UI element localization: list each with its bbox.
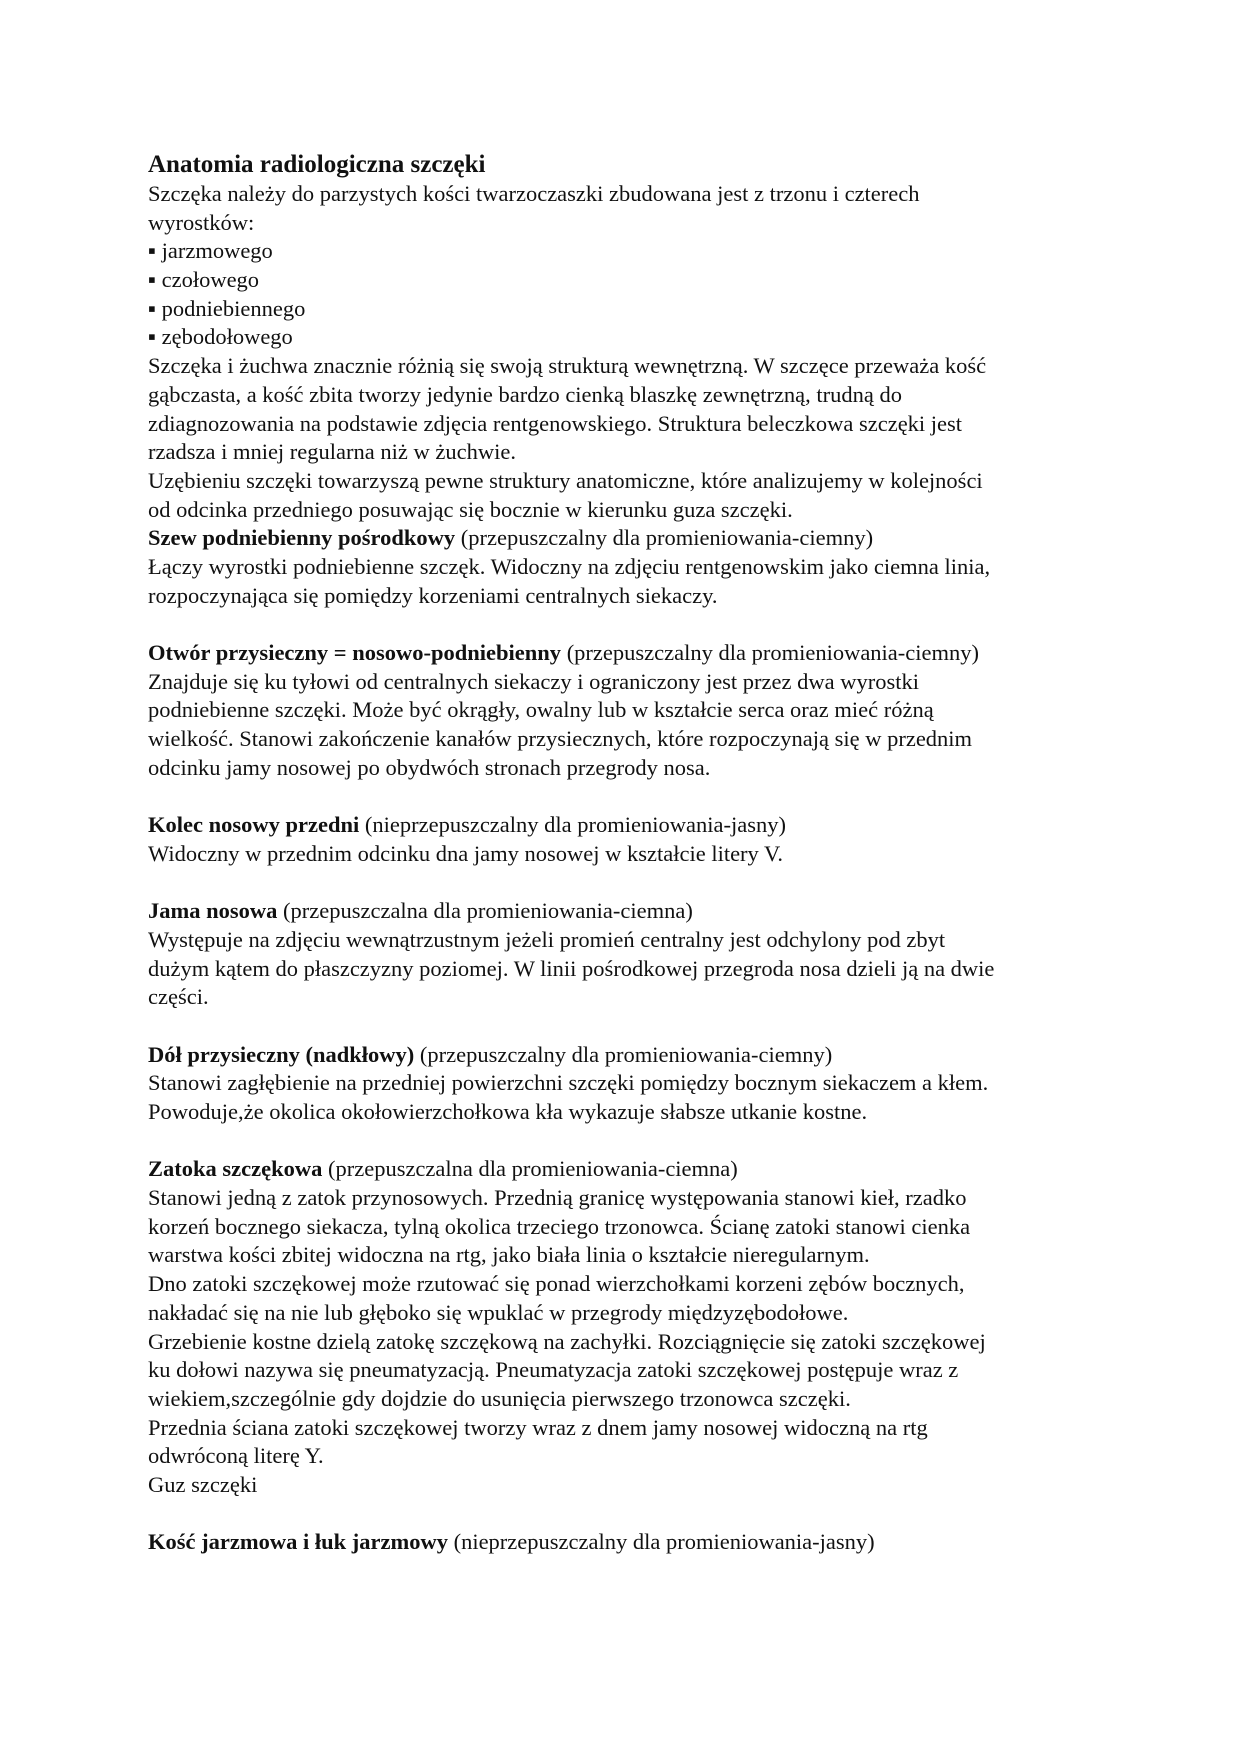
line-text: Przednia ściana zatoki szczękowej tworzy wraz z dnem jamy nosowej widoczną na rtg [148, 1414, 928, 1440]
line-text: Szczęka należy do parzystych kości twarzoczaszki zbudowana jest z trzonu i czterech [148, 181, 920, 206]
line-text: ▪ jarzmowego [148, 238, 273, 264]
text-line [148, 1328, 994, 1357]
section-heading-line [148, 639, 994, 668]
text-line [148, 266, 994, 295]
line-text: Występuje na zdjęciu wewnątrzustnym jeżeli promień centralny jest odchylony pod zbyt [148, 926, 946, 952]
text-line [148, 1213, 994, 1242]
document-title: Anatomia radiologiczna szczęki [148, 151, 486, 178]
text-line [148, 553, 994, 582]
section-heading-note: (przepuszczalna dla promieniowania-ciemna) [277, 898, 693, 924]
document-body [148, 180, 994, 1557]
text-line [148, 467, 994, 496]
text-line [148, 1356, 994, 1385]
section-heading-term: Dół przysieczny (nadkłowy) [148, 1041, 415, 1067]
blank-line [148, 1127, 994, 1156]
text-line [148, 754, 994, 783]
section-heading-line [148, 524, 994, 553]
line-text: gąbczasta, a kość zbita tworzy jedynie bardzo cienką blaszkę zewnętrzną, trudną do [148, 381, 903, 407]
text-line [148, 1098, 994, 1127]
text-line [148, 496, 994, 525]
text-line [148, 955, 994, 984]
blank-line [148, 1500, 994, 1529]
text-line [148, 1270, 994, 1299]
line-text: Stanowi jedną z zatok przynosowych. Przednią granicę występowania stanowi kieł, rzadko [148, 1185, 967, 1211]
line-text: ▪ czołowego [148, 267, 260, 293]
line-text: ku dołowi nazywa się pneumatyzacją. Pneumatyzacja zatoki szczękowej postępuje wraz z [148, 1357, 959, 1383]
document-page [148, 150, 994, 1557]
text-line [148, 983, 994, 1012]
text-line [148, 1069, 994, 1098]
section-heading-note: (nieprzepuszczalny dla promieniowania-jasny) [359, 812, 786, 838]
blank-line [148, 1012, 994, 1041]
line-text: Dno zatoki szczękowej może rzutować się ponad wierzchołkami korzeni zębów bocznych, [148, 1271, 965, 1297]
line-text: Szczęka i żuchwa znacznie różnią się swoją strukturą wewnętrzną. W szczęce przeważa kość [148, 353, 987, 379]
blank-line [148, 782, 994, 811]
section-heading-note: (przepuszczalny dla promieniowania-ciemny) [455, 525, 874, 551]
line-text: odwróconą literę Y. [148, 1443, 324, 1469]
text-line [148, 1414, 994, 1443]
text-line [148, 725, 994, 754]
text-line [148, 668, 994, 697]
text-line [148, 410, 994, 439]
section-heading-line [148, 1528, 994, 1557]
text-line [148, 582, 994, 611]
line-text: Uzębieniu szczęki towarzyszą pewne struktury anatomiczne, które analizujemy w kolejności [148, 467, 983, 493]
line-text: ▪ zębodołowego [148, 324, 293, 350]
line-text: Guz szczęki [148, 1471, 258, 1497]
line-text: Łączy wyrostki podniebienne szczęk. Widoczny na zdjęciu rentgenowskim jako ciemna linia, [148, 553, 991, 579]
section-heading-note: (przepuszczalny dla promieniowania-ciemny) [561, 640, 980, 665]
line-text: dużym kątem do płaszczyzny poziomej. W linii pośrodkowej przegroda nosa dzieli ją na dwie [148, 955, 995, 981]
section-heading-term: Zatoka szczękowa [148, 1156, 323, 1182]
line-text: nakładać się na nie lub głęboko się wpuklać w przegrody międzyzębodołowe. [148, 1299, 849, 1325]
text-line [148, 696, 994, 725]
line-text: ▪ podniebiennego [148, 295, 306, 321]
line-text: Znajduje się ku tyłowi od centralnych siekaczy i ograniczony jest przez dwa wyrostki [148, 668, 919, 694]
section-heading-note: (przepuszczalny dla promieniowania-ciemny) [414, 1041, 833, 1067]
line-text: wiekiem,szczególnie gdy dojdzie do usunięcia pierwszego trzonowca szczęki. [148, 1385, 851, 1411]
line-text: wielkość. Stanowi zakończenie kanałów przysiecznych, które rozpoczynają się w przednim [148, 726, 973, 752]
section-heading-line [148, 897, 994, 926]
section-heading-term: Kolec nosowy przedni [148, 812, 360, 838]
line-text: podniebienne szczęki. Może być okrągły, owalny lub w kształcie serca oraz mieć różną [148, 697, 934, 723]
section-heading-note: (przepuszczalna dla promieniowania-ciemna) [322, 1156, 738, 1182]
line-text: warstwa kości zbitej widoczna na rtg, jako biała linia o kształcie nieregularnym. [148, 1242, 870, 1268]
blank-line [148, 610, 994, 639]
text-line [148, 1241, 994, 1270]
blank-line [148, 869, 994, 898]
line-text: rzadsza i mniej regularna niż w żuchwie. [148, 439, 516, 465]
text-line [148, 438, 994, 467]
line-text: Grzebienie kostne dzielą zatokę szczękową na zachyłki. Rozciągnięcie się zatoki szczękowej [148, 1328, 986, 1354]
line-text: Powoduje,że okolica okołowierzchołkowa kła wykazuje słabsze utkanie kostne. [148, 1099, 868, 1124]
text-line [148, 1385, 994, 1414]
text-line [148, 352, 994, 381]
text-line [148, 323, 994, 352]
text-line [148, 295, 994, 324]
text-line [148, 180, 994, 209]
text-line [148, 1299, 994, 1328]
section-heading-line [148, 811, 994, 840]
section-heading-term: Otwór przysieczny = nosowo-podniebienny [148, 640, 562, 665]
section-heading-term: Szew podniebienny pośrodkowy [148, 525, 456, 551]
text-line [148, 1471, 994, 1500]
line-text: zdiagnozowania na podstawie zdjęcia rentgenowskiego. Struktura beleczkowa szczęki jest [148, 410, 963, 436]
line-text: odcinku jamy nosowej po obydwóch stronach przegrody nosa. [148, 754, 711, 780]
line-text: Widoczny w przednim odcinku dna jamy nosowej w kształcie litery V. [148, 840, 783, 866]
section-heading-line [148, 1041, 994, 1070]
line-text: rozpoczynająca się pomiędzy korzeniami centralnych siekaczy. [148, 582, 718, 608]
section-heading-term: Kość jarzmowa i łuk jarzmowy [148, 1529, 448, 1555]
line-text: Stanowi zagłębienie na przedniej powierzchni szczęki pomiędzy bocznym siekaczem a kłem. [148, 1070, 989, 1096]
line-text: korzeń bocznego siekacza, tylną okolica trzeciego trzonowca. Ścianę zatoki stanowi cienka [148, 1213, 971, 1239]
text-line [148, 381, 994, 410]
text-line [148, 1184, 994, 1213]
text-line [148, 926, 994, 955]
text-line [148, 840, 994, 869]
text-line [148, 209, 994, 238]
section-heading-line [148, 1155, 994, 1184]
section-heading-term: Jama nosowa [148, 898, 278, 924]
text-line [148, 237, 994, 266]
line-text: wyrostków: [148, 209, 255, 235]
line-text: od odcinka przedniego posuwając się bocznie w kierunku guza szczęki. [148, 496, 793, 522]
line-text: części. [148, 984, 209, 1010]
text-line [148, 1442, 994, 1471]
section-heading-note: (nieprzepuszczalny dla promieniowania-jasny) [447, 1529, 875, 1555]
